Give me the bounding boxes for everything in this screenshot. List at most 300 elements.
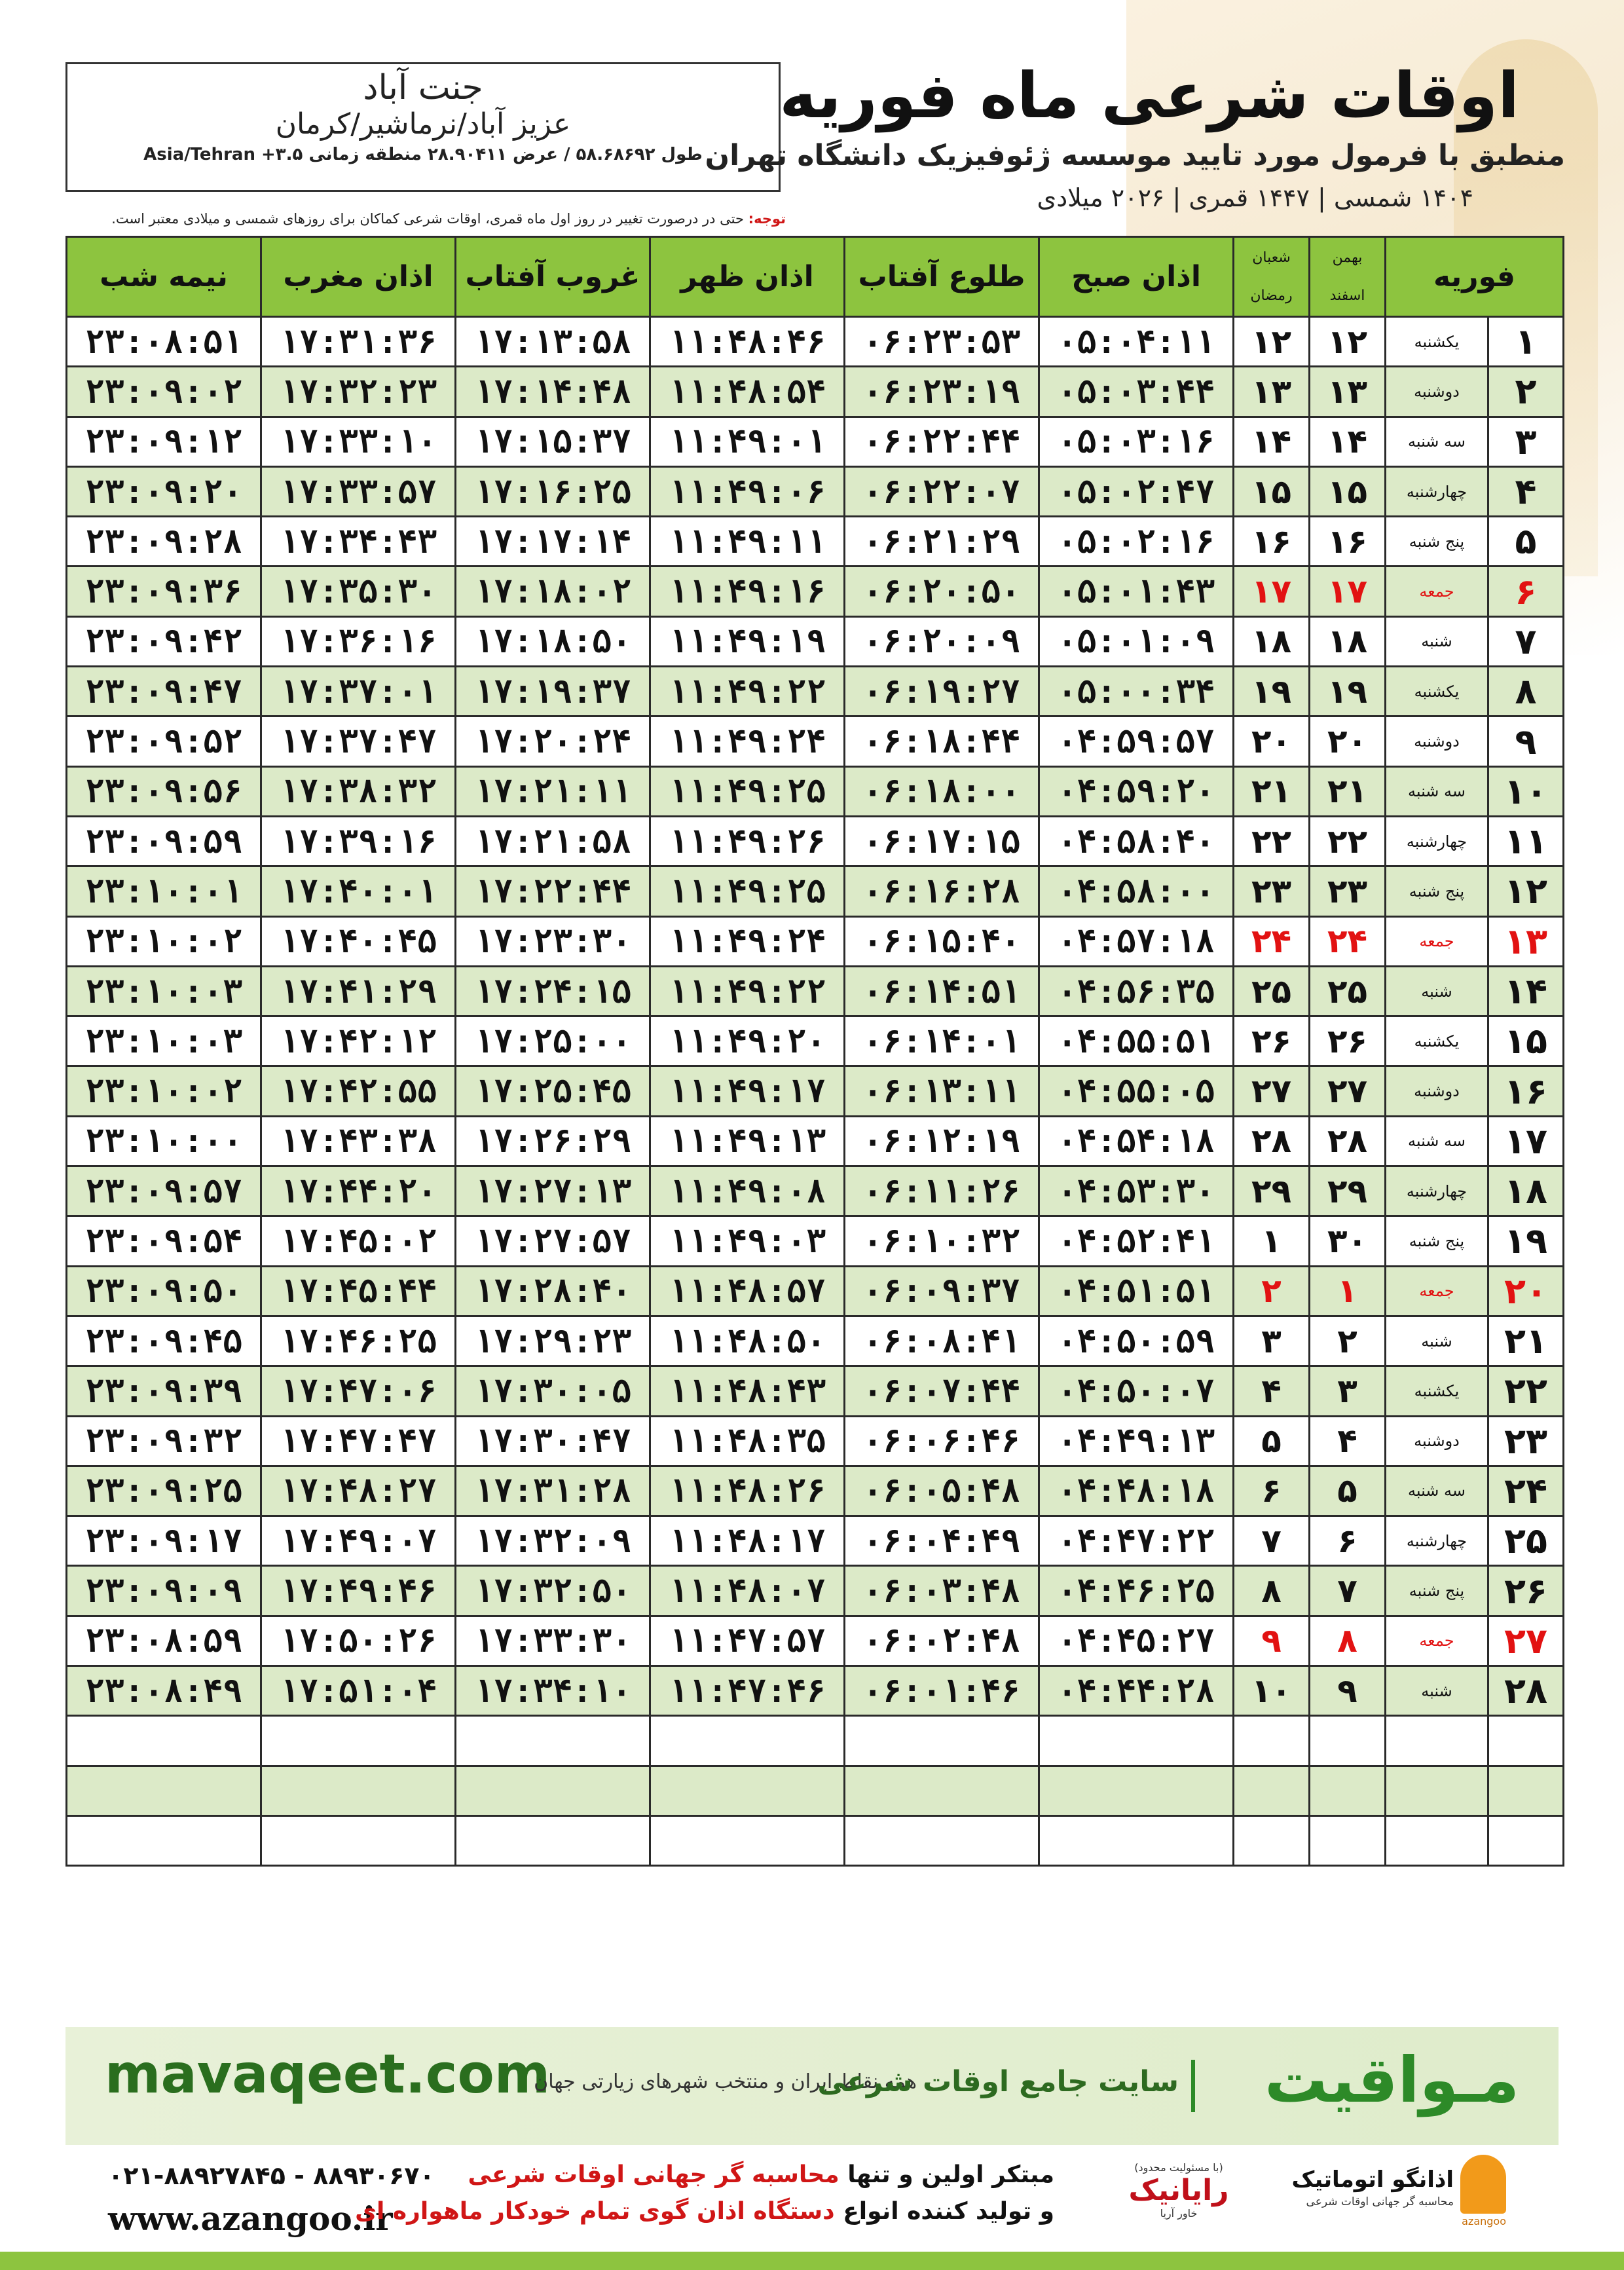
- hijri-day-cell: ۱۳: [1234, 367, 1310, 417]
- empty-cell: [1310, 1716, 1386, 1766]
- sunrise-cell: ۰۶:۱۲:۱۹: [845, 1116, 1039, 1166]
- maghrib-cell: ۱۷:۳۳:۵۷: [261, 466, 456, 516]
- location-region: عزیز آباد/نرماشیر/کرمان: [275, 107, 571, 141]
- midnight-cell: ۲۳:۰۹:۲۵: [67, 1466, 261, 1516]
- table-row: [67, 1266, 1564, 1316]
- midnight-cell: ۲۳:۰۹:۵۰: [67, 1266, 261, 1316]
- weekday-cell: شنبه: [1386, 616, 1488, 666]
- azangoo-logo-latin: azangoo: [1462, 2215, 1506, 2227]
- sunset-cell: ۱۷:۲۴:۱۵: [456, 966, 650, 1016]
- shamsi-day-cell: ۱۳: [1310, 367, 1386, 417]
- shamsi-day-cell: ۲۷: [1310, 1066, 1386, 1116]
- empty-cell: [1234, 1766, 1310, 1815]
- sunset-cell: ۱۷:۲۹:۲۳: [456, 1316, 650, 1366]
- raianik-logo-note: (با مسئولیت محدود): [1134, 2161, 1223, 2174]
- table-row: [67, 1566, 1564, 1616]
- hijri-day-cell: ۱۸: [1234, 616, 1310, 666]
- hijri-day-cell: ۲۶: [1234, 1016, 1310, 1066]
- weekday-cell: شنبه: [1386, 966, 1488, 1016]
- midnight-cell: ۲۳:۰۸:۴۹: [67, 1666, 261, 1716]
- weekday-cell: دوشنبه: [1386, 1416, 1488, 1466]
- empty-cell: [1488, 1815, 1564, 1865]
- fajr-cell: ۰۴:۵۵:۰۵: [1039, 1066, 1234, 1116]
- sunset-cell: ۱۷:۳۴:۱۰: [456, 1666, 650, 1716]
- table-row: [67, 1666, 1564, 1716]
- day-number-cell: ۳: [1488, 417, 1564, 466]
- day-number-cell: ۱۱: [1488, 816, 1564, 866]
- maghrib-cell: ۱۷:۴۵:۰۲: [261, 1216, 456, 1266]
- dhuhr-cell: ۱۱:۴۸:۲۶: [650, 1466, 845, 1516]
- sunrise-cell: ۰۶:۰۸:۴۱: [845, 1316, 1039, 1366]
- hijri-day-cell: ۱۶: [1234, 517, 1310, 567]
- dhuhr-cell: ۱۱:۴۹:۲۰: [650, 1016, 845, 1066]
- maghrib-cell: ۱۷:۴۸:۲۷: [261, 1466, 456, 1516]
- empty-cell: [1310, 1815, 1386, 1865]
- day-number-cell: ۶: [1488, 567, 1564, 616]
- header-shamsi-top: بهمن: [1332, 249, 1363, 266]
- midnight-cell: ۲۳:۰۹:۰۲: [67, 367, 261, 417]
- sunset-cell: ۱۷:۲۵:۴۵: [456, 1066, 650, 1116]
- dhuhr-cell: ۱۱:۴۹:۰۱: [650, 417, 845, 466]
- fajr-cell: ۰۵:۰۴:۱۱: [1039, 317, 1234, 367]
- shamsi-day-cell: ۳: [1310, 1366, 1386, 1416]
- sunrise-cell: ۰۶:۰۱:۴۶: [845, 1666, 1039, 1716]
- hijri-day-cell: ۹: [1234, 1616, 1310, 1665]
- shamsi-day-cell: ۲۳: [1310, 866, 1386, 916]
- sunset-cell: ۱۷:۱۳:۵۸: [456, 317, 650, 367]
- sunset-cell: ۱۷:۲۷:۱۳: [456, 1166, 650, 1216]
- weekday-cell: پنج شنبه: [1386, 1566, 1488, 1616]
- empty-cell: [1386, 1815, 1488, 1865]
- empty-cell: [1310, 1766, 1386, 1815]
- brand-tagline-sub: همه نقاط ایران و منتخب شهرهای زیارتی جهان: [534, 2070, 917, 2093]
- sunrise-cell: ۰۶:۰۶:۴۶: [845, 1416, 1039, 1466]
- weekday-cell: دوشنبه: [1386, 716, 1488, 766]
- weekday-cell: پنج شنبه: [1386, 866, 1488, 916]
- sunrise-cell: ۰۶:۱۱:۲۶: [845, 1166, 1039, 1216]
- maghrib-cell: ۱۷:۴۵:۴۴: [261, 1266, 456, 1316]
- midnight-cell: ۲۳:۰۹:۴۵: [67, 1316, 261, 1366]
- table-row: [67, 1016, 1564, 1066]
- header-dhuhr: اذان ظهر: [650, 237, 845, 317]
- empty-cell: [67, 1716, 261, 1766]
- midnight-cell: ۲۳:۰۹:۳۹: [67, 1366, 261, 1416]
- table-row: [67, 1116, 1564, 1166]
- weekday-cell: سه شنبه: [1386, 1116, 1488, 1166]
- day-number-cell: ۲۷: [1488, 1616, 1564, 1665]
- hijri-day-cell: ۲۲: [1234, 816, 1310, 866]
- sunrise-cell: ۰۶:۰۹:۳۷: [845, 1266, 1039, 1316]
- day-number-cell: ۹: [1488, 716, 1564, 766]
- sunset-cell: ۱۷:۲۵:۰۰: [456, 1016, 650, 1066]
- sunset-cell: ۱۷:۱۵:۳۷: [456, 417, 650, 466]
- day-number-cell: ۸: [1488, 667, 1564, 716]
- fajr-cell: ۰۴:۵۷:۱۸: [1039, 916, 1234, 966]
- fajr-cell: ۰۴:۴۶:۲۵: [1039, 1566, 1234, 1616]
- weekday-cell: یکشنبه: [1386, 1016, 1488, 1066]
- shamsi-day-cell: ۶: [1310, 1516, 1386, 1566]
- sunset-cell: ۱۷:۲۳:۳۰: [456, 916, 650, 966]
- hijri-day-cell: ۲: [1234, 1266, 1310, 1316]
- maghrib-cell: ۱۷:۴۹:۴۶: [261, 1566, 456, 1616]
- dhuhr-cell: ۱۱:۴۹:۲۵: [650, 766, 845, 816]
- table-row: [67, 716, 1564, 766]
- shamsi-day-cell: ۲۴: [1310, 916, 1386, 966]
- sunrise-cell: ۰۶:۲۱:۲۹: [845, 517, 1039, 567]
- shamsi-day-cell: ۳۰: [1310, 1216, 1386, 1266]
- table-row: [67, 1416, 1564, 1466]
- day-number-cell: ۷: [1488, 616, 1564, 666]
- table-row: [67, 1466, 1564, 1516]
- promo-line-2-a: و تولید کننده انواع: [843, 2198, 1054, 2225]
- dhuhr-cell: ۱۱:۴۹:۱۶: [650, 567, 845, 616]
- fajr-cell: ۰۴:۴۹:۱۳: [1039, 1416, 1234, 1466]
- empty-cell: [650, 1716, 845, 1766]
- sunrise-cell: ۰۶:۱۷:۱۵: [845, 816, 1039, 866]
- sunset-cell: ۱۷:۳۲:۰۹: [456, 1516, 650, 1566]
- maghrib-cell: ۱۷:۳۹:۱۶: [261, 816, 456, 866]
- shamsi-day-cell: ۱۹: [1310, 667, 1386, 716]
- day-number-cell: ۲۱: [1488, 1316, 1564, 1366]
- midnight-cell: ۲۳:۰۹:۴۷: [67, 667, 261, 716]
- sunrise-cell: ۰۶:۲۳:۱۹: [845, 367, 1039, 417]
- hijri-day-cell: ۱۰: [1234, 1666, 1310, 1716]
- sunrise-cell: ۰۶:۱۹:۲۷: [845, 667, 1039, 716]
- sunrise-cell: ۰۶:۲۲:۰۷: [845, 466, 1039, 516]
- fajr-cell: ۰۴:۵۰:۵۹: [1039, 1316, 1234, 1366]
- dhuhr-cell: ۱۱:۴۸:۴۳: [650, 1366, 845, 1416]
- raianik-logo-text: رایانیک: [1128, 2174, 1229, 2207]
- weekday-cell: چهارشنبه: [1386, 466, 1488, 516]
- maghrib-cell: ۱۷:۳۲:۲۳: [261, 367, 456, 417]
- empty-cell: [1488, 1766, 1564, 1815]
- sunset-cell: ۱۷:۲۱:۵۸: [456, 816, 650, 866]
- note-text: حتی در درصورت تغییر در روز اول ماه قمری، اوقات شرعی کماکان برای روزهای شمسی و میلادی معتبر است.: [111, 211, 744, 227]
- brand-logo: مـواقیت: [1264, 2043, 1519, 2117]
- hijri-day-cell: ۵: [1234, 1416, 1310, 1466]
- sunrise-cell: ۰۶:۲۳:۵۳: [845, 317, 1039, 367]
- sunrise-cell: ۰۶:۱۸:۴۴: [845, 716, 1039, 766]
- subtitle: منطبق با فرمول مورد تایید موسسه ژئوفیزیک دانشگاه تهران: [705, 139, 1565, 172]
- hijri-day-cell: ۶: [1234, 1466, 1310, 1516]
- weekday-cell: جمعه: [1386, 916, 1488, 966]
- dhuhr-cell: ۱۱:۴۸:۰۷: [650, 1566, 845, 1616]
- azangoo-logo: [1283, 2155, 1506, 2227]
- dhuhr-cell: ۱۱:۴۹:۲۲: [650, 667, 845, 716]
- hijri-day-cell: ۴: [1234, 1366, 1310, 1416]
- maghrib-cell: ۱۷:۴۹:۰۷: [261, 1516, 456, 1566]
- fajr-cell: ۰۴:۵۰:۰۷: [1039, 1366, 1234, 1416]
- dhuhr-cell: ۱۱:۴۷:۴۶: [650, 1666, 845, 1716]
- table-row: [67, 1316, 1564, 1366]
- empty-cell: [67, 1815, 261, 1865]
- sunrise-cell: ۰۶:۲۲:۴۴: [845, 417, 1039, 466]
- dhuhr-cell: ۱۱:۴۹:۲۴: [650, 716, 845, 766]
- table-row: [67, 766, 1564, 816]
- empty-cell: [1234, 1815, 1310, 1865]
- weekday-cell: چهارشنبه: [1386, 1166, 1488, 1216]
- empty-cell: [1039, 1815, 1234, 1865]
- day-number-cell: ۱۸: [1488, 1166, 1564, 1216]
- shamsi-day-cell: ۵: [1310, 1466, 1386, 1516]
- table-row: [67, 517, 1564, 567]
- dhuhr-cell: ۱۱:۴۹:۲۶: [650, 816, 845, 866]
- weekday-cell: جمعه: [1386, 1266, 1488, 1316]
- year-line: ۱۴۰۴ شمسی | ۱۴۴۷ قمری | ۲۰۲۶ میلادی: [1037, 183, 1473, 212]
- day-number-cell: ۲۶: [1488, 1566, 1564, 1616]
- day-number-cell: ۱۹: [1488, 1216, 1564, 1266]
- fajr-cell: ۰۴:۵۶:۳۵: [1039, 966, 1234, 1016]
- day-number-cell: ۲۵: [1488, 1516, 1564, 1566]
- maghrib-cell: ۱۷:۳۶:۱۶: [261, 616, 456, 666]
- empty-cell: [67, 1766, 261, 1815]
- maghrib-cell: ۱۷:۴۰:۰۱: [261, 866, 456, 916]
- day-number-cell: ۴: [1488, 466, 1564, 516]
- weekday-cell: جمعه: [1386, 1616, 1488, 1665]
- sunset-cell: ۱۷:۱۴:۴۸: [456, 367, 650, 417]
- hijri-day-cell: ۸: [1234, 1566, 1310, 1616]
- weekday-cell: شنبه: [1386, 1666, 1488, 1716]
- weekday-cell: پنج شنبه: [1386, 517, 1488, 567]
- sunrise-cell: ۰۶:۰۷:۴۴: [845, 1366, 1039, 1416]
- sunset-cell: ۱۷:۱۹:۳۷: [456, 667, 650, 716]
- fajr-cell: ۰۵:۰۲:۴۷: [1039, 466, 1234, 516]
- weekday-cell: دوشنبه: [1386, 367, 1488, 417]
- note: [65, 211, 786, 227]
- dhuhr-cell: ۱۱:۴۸:۱۷: [650, 1516, 845, 1566]
- shamsi-day-cell: ۲۹: [1310, 1166, 1386, 1216]
- day-number-cell: ۲۳: [1488, 1416, 1564, 1466]
- hijri-day-cell: ۲۷: [1234, 1066, 1310, 1116]
- hijri-day-cell: ۱۲: [1234, 317, 1310, 367]
- hijri-day-cell: ۱۹: [1234, 667, 1310, 716]
- midnight-cell: ۲۳:۱۰:۰۲: [67, 1066, 261, 1116]
- weekday-cell: سه شنبه: [1386, 1466, 1488, 1516]
- fajr-cell: ۰۴:۵۱:۵۱: [1039, 1266, 1234, 1316]
- sunset-cell: ۱۷:۲۷:۵۷: [456, 1216, 650, 1266]
- shamsi-day-cell: ۲۲: [1310, 816, 1386, 866]
- empty-cell: [650, 1815, 845, 1865]
- dhuhr-cell: ۱۱:۴۸:۵۷: [650, 1266, 845, 1316]
- weekday-cell: شنبه: [1386, 1316, 1488, 1366]
- dhuhr-cell: ۱۱:۴۸:۵۰: [650, 1316, 845, 1366]
- raianik-logo-sub: خاور آریا: [1160, 2207, 1198, 2220]
- header-hijri-top: شعبان: [1252, 249, 1291, 266]
- shamsi-day-cell: ۱۶: [1310, 517, 1386, 567]
- maghrib-cell: ۱۷:۴۲:۵۵: [261, 1066, 456, 1116]
- maghrib-cell: ۱۷:۳۱:۳۶: [261, 317, 456, 367]
- header-month: فوریه: [1386, 237, 1564, 317]
- day-number-cell: ۱۲: [1488, 866, 1564, 916]
- sunset-cell: ۱۷:۳۲:۵۰: [456, 1566, 650, 1616]
- day-number-cell: ۱۶: [1488, 1066, 1564, 1116]
- sunrise-cell: ۰۶:۲۰:۰۹: [845, 616, 1039, 666]
- shamsi-day-cell: ۲۸: [1310, 1116, 1386, 1166]
- day-number-cell: ۵: [1488, 517, 1564, 567]
- table-row: [67, 916, 1564, 966]
- dhuhr-cell: ۱۱:۴۹:۰۶: [650, 466, 845, 516]
- dhuhr-cell: ۱۱:۴۹:۱۳: [650, 1116, 845, 1166]
- midnight-cell: ۲۳:۰۸:۵۱: [67, 317, 261, 367]
- fajr-cell: ۰۴:۵۸:۴۰: [1039, 816, 1234, 866]
- dhuhr-cell: ۱۱:۴۹:۰۳: [650, 1216, 845, 1266]
- azangoo-logo-sub: محاسبه گر جهانی اوقات شرعی: [1306, 2195, 1454, 2208]
- dhuhr-cell: ۱۱:۴۸:۴۶: [650, 317, 845, 367]
- site-url[interactable]: mavaqeet.com: [105, 2043, 551, 2106]
- sunset-cell: ۱۷:۲۱:۱۱: [456, 766, 650, 816]
- shamsi-day-cell: ۷: [1310, 1566, 1386, 1616]
- fajr-cell: ۰۴:۴۵:۲۷: [1039, 1616, 1234, 1665]
- fajr-cell: ۰۵:۰۲:۱۶: [1039, 517, 1234, 567]
- shamsi-day-cell: ۲۱: [1310, 766, 1386, 816]
- maghrib-cell: ۱۷:۴۷:۴۷: [261, 1416, 456, 1466]
- maghrib-cell: ۱۷:۵۱:۰۴: [261, 1666, 456, 1716]
- midnight-cell: ۲۳:۱۰:۰۳: [67, 966, 261, 1016]
- table-row: [67, 367, 1564, 417]
- location-name: جنت آباد: [363, 68, 483, 107]
- empty-row: [67, 1716, 1564, 1766]
- footer-banner: [65, 2027, 1559, 2145]
- empty-cell: [1386, 1766, 1488, 1815]
- shamsi-day-cell: ۱: [1310, 1266, 1386, 1316]
- hijri-day-cell: ۲۳: [1234, 866, 1310, 916]
- maghrib-cell: ۱۷:۳۷:۴۷: [261, 716, 456, 766]
- empty-cell: [261, 1766, 456, 1815]
- midnight-cell: ۲۳:۰۹:۱۲: [67, 417, 261, 466]
- sunrise-cell: ۰۶:۱۳:۱۱: [845, 1066, 1039, 1116]
- sunset-cell: ۱۷:۳۰:۴۷: [456, 1416, 650, 1466]
- day-number-cell: ۱۳: [1488, 916, 1564, 966]
- weekday-cell: سه شنبه: [1386, 766, 1488, 816]
- day-number-cell: ۱۴: [1488, 966, 1564, 1016]
- sunset-cell: ۱۷:۱۸:۵۰: [456, 616, 650, 666]
- day-number-cell: ۲۸: [1488, 1666, 1564, 1716]
- table-row: [67, 616, 1564, 666]
- empty-cell: [1234, 1716, 1310, 1766]
- hijri-day-cell: ۲۴: [1234, 916, 1310, 966]
- shamsi-day-cell: ۱۸: [1310, 616, 1386, 666]
- empty-cell: [456, 1766, 650, 1815]
- fajr-cell: ۰۴:۵۵:۵۱: [1039, 1016, 1234, 1066]
- sunset-cell: ۱۷:۲۰:۲۴: [456, 716, 650, 766]
- shamsi-day-cell: ۲۶: [1310, 1016, 1386, 1066]
- azangoo-logo-icon: [1460, 2155, 1506, 2214]
- midnight-cell: ۲۳:۱۰:۰۱: [67, 866, 261, 916]
- day-number-cell: ۲۴: [1488, 1466, 1564, 1516]
- fajr-cell: ۰۴:۴۴:۲۸: [1039, 1666, 1234, 1716]
- maghrib-cell: ۱۷:۳۸:۳۲: [261, 766, 456, 816]
- dhuhr-cell: ۱۱:۴۷:۵۷: [650, 1616, 845, 1665]
- shamsi-day-cell: ۸: [1310, 1616, 1386, 1665]
- maghrib-cell: ۱۷:۳۴:۴۳: [261, 517, 456, 567]
- table-row: [67, 567, 1564, 616]
- midnight-cell: ۲۳:۰۹:۵۲: [67, 716, 261, 766]
- midnight-cell: ۲۳:۰۹:۴۲: [67, 616, 261, 666]
- empty-cell: [845, 1766, 1039, 1815]
- table-row: [67, 417, 1564, 466]
- maghrib-cell: ۱۷:۳۷:۰۱: [261, 667, 456, 716]
- fajr-cell: ۰۵:۰۳:۴۴: [1039, 367, 1234, 417]
- dhuhr-cell: ۱۱:۴۹:۱۱: [650, 517, 845, 567]
- header-sunset: غروب آفتاب: [456, 237, 650, 317]
- dhuhr-cell: ۱۱:۴۹:۲۲: [650, 966, 845, 1016]
- promo-line-2-b: دستگاه اذان گوی تمام خودکار ماهواره ای: [355, 2198, 835, 2225]
- sunset-cell: ۱۷:۲۲:۴۴: [456, 866, 650, 916]
- note-label: توجه:: [748, 211, 786, 227]
- day-number-cell: ۱۵: [1488, 1016, 1564, 1066]
- table-row: [67, 1216, 1564, 1266]
- sunrise-cell: ۰۶:۱۵:۴۰: [845, 916, 1039, 966]
- midnight-cell: ۲۳:۰۹:۳۲: [67, 1416, 261, 1466]
- fajr-cell: ۰۴:۵۹:۲۰: [1039, 766, 1234, 816]
- midnight-cell: ۲۳:۱۰:۰۲: [67, 916, 261, 966]
- empty-cell: [650, 1766, 845, 1815]
- weekday-cell: یکشنبه: [1386, 317, 1488, 367]
- sunrise-cell: ۰۶:۱۴:۰۱: [845, 1016, 1039, 1066]
- sunset-cell: ۱۷:۱۶:۲۵: [456, 466, 650, 516]
- maghrib-cell: ۱۷:۴۰:۴۵: [261, 916, 456, 966]
- azangoo-url[interactable]: www.azangoo.ir: [108, 2199, 393, 2238]
- day-number-cell: ۱۰: [1488, 766, 1564, 816]
- header-fajr: اذان صبح: [1039, 237, 1234, 317]
- sunrise-cell: ۰۶:۱۰:۳۲: [845, 1216, 1039, 1266]
- weekday-cell: یکشنبه: [1386, 667, 1488, 716]
- hijri-day-cell: ۱۵: [1234, 466, 1310, 516]
- weekday-cell: چهارشنبه: [1386, 1516, 1488, 1566]
- table-header-row: [67, 237, 1564, 317]
- maghrib-cell: ۱۷:۵۰:۲۶: [261, 1616, 456, 1665]
- maghrib-cell: ۱۷:۴۶:۲۵: [261, 1316, 456, 1366]
- day-number-cell: ۲: [1488, 367, 1564, 417]
- table-row: [67, 667, 1564, 716]
- maghrib-cell: ۱۷:۴۴:۲۰: [261, 1166, 456, 1216]
- maghrib-cell: ۱۷:۳۵:۳۰: [261, 567, 456, 616]
- maghrib-cell: ۱۷:۳۳:۱۰: [261, 417, 456, 466]
- table-body: [67, 317, 1564, 1866]
- shamsi-day-cell: ۱۴: [1310, 417, 1386, 466]
- day-number-cell: ۲۲: [1488, 1366, 1564, 1416]
- header-shamsi: [1310, 237, 1386, 317]
- dhuhr-cell: ۱۱:۴۹:۱۹: [650, 616, 845, 666]
- sunrise-cell: ۰۶:۰۳:۴۸: [845, 1566, 1039, 1616]
- sunset-cell: ۱۷:۲۸:۴۰: [456, 1266, 650, 1316]
- raianik-logo: [1120, 2161, 1238, 2220]
- weekday-cell: جمعه: [1386, 567, 1488, 616]
- empty-cell: [261, 1716, 456, 1766]
- fajr-cell: ۰۴:۴۷:۲۲: [1039, 1516, 1234, 1566]
- midnight-cell: ۲۳:۰۹:۵۶: [67, 766, 261, 816]
- fajr-cell: ۰۴:۵۳:۳۰: [1039, 1166, 1234, 1216]
- sunrise-cell: ۰۶:۰۲:۴۸: [845, 1616, 1039, 1665]
- fajr-cell: ۰۴:۵۲:۴۱: [1039, 1216, 1234, 1266]
- shamsi-day-cell: ۱۲: [1310, 317, 1386, 367]
- sunrise-cell: ۰۶:۱۴:۵۱: [845, 966, 1039, 1016]
- weekday-cell: دوشنبه: [1386, 1066, 1488, 1116]
- dhuhr-cell: ۱۱:۴۸:۵۴: [650, 367, 845, 417]
- promo-line-1-a: مبتکر اولین و تنها: [847, 2161, 1054, 2188]
- table-row: [67, 317, 1564, 367]
- sunrise-cell: ۰۶:۱۶:۲۸: [845, 866, 1039, 916]
- empty-cell: [1488, 1716, 1564, 1766]
- hijri-day-cell: ۲۰: [1234, 716, 1310, 766]
- table-row: [67, 1066, 1564, 1116]
- weekday-cell: یکشنبه: [1386, 1366, 1488, 1416]
- promo-line-2: [355, 2198, 1054, 2225]
- promo-line-1: [468, 2161, 1054, 2188]
- prayer-times-table: [65, 236, 1564, 1867]
- empty-cell: [261, 1815, 456, 1865]
- table-row: [67, 466, 1564, 516]
